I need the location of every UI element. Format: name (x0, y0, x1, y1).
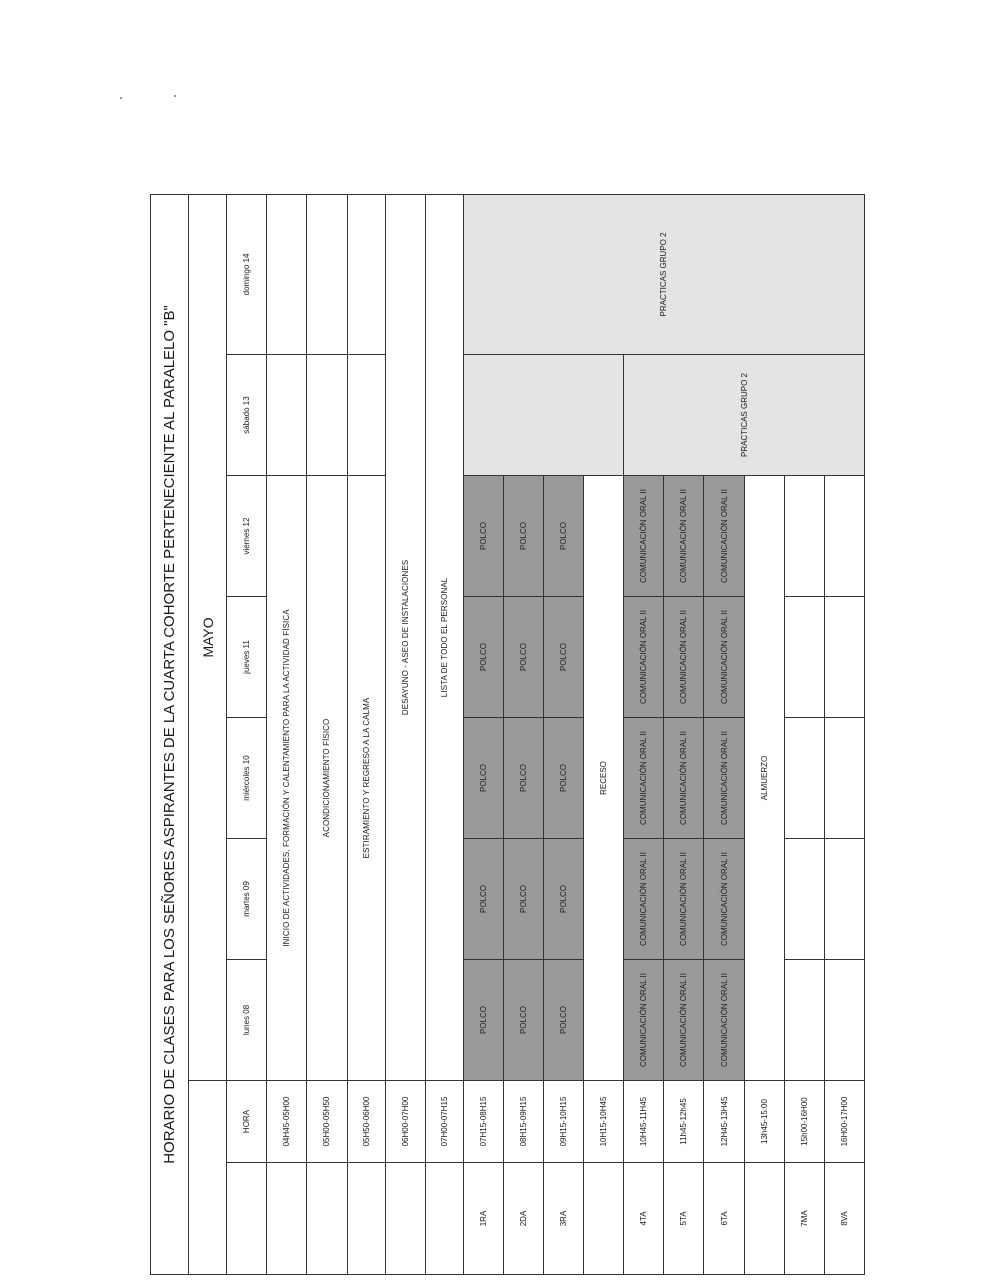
empty-cell (347, 355, 385, 476)
class-cell: COMUNICACIÓN ORAL II (624, 476, 664, 597)
time-cell: 16H00-17H00 (824, 1081, 864, 1163)
empty-cell (784, 597, 824, 718)
time-cell: 08H15-09H15 (503, 1081, 543, 1163)
period-label: 2DA (503, 1163, 543, 1275)
empty-cell (267, 355, 307, 476)
class-cell: POLCO (544, 718, 584, 839)
class-cell: COMUNICACIÓN ORAL II (664, 476, 704, 597)
activity-stretching: ESTIRAMIENTO Y REGRESO A LA CALMA (347, 476, 385, 1081)
period-label: 7MA (784, 1163, 824, 1275)
activity-lunch: ALMUERZO (744, 476, 784, 1081)
class-cell: POLCO (463, 597, 503, 718)
day-header-sabado: sábado 13 (227, 355, 267, 476)
class-cell: COMUNICACIÓN ORAL II (624, 718, 664, 839)
class-cell: COMUNICACIÓN ORAL II (664, 718, 704, 839)
time-cell: 12H45-13H45 (704, 1081, 744, 1163)
blank-cell (189, 1081, 227, 1163)
class-cell: COMUNICACIÓN ORAL II (704, 960, 744, 1081)
activity-recess: RECESO (584, 476, 624, 1081)
period-label: 1RA (463, 1163, 503, 1275)
empty-cell (307, 194, 347, 354)
class-cell: POLCO (503, 597, 543, 718)
empty-cell (784, 476, 824, 597)
empty-cell (824, 960, 864, 1081)
class-cell: POLCO (503, 960, 543, 1081)
empty-cell (824, 718, 864, 839)
class-cell: POLCO (463, 718, 503, 839)
class-cell: POLCO (463, 476, 503, 597)
period-label (307, 1163, 347, 1275)
month-header: MAYO (189, 194, 227, 1080)
period-label: 4TA (624, 1163, 664, 1275)
empty-cell (824, 597, 864, 718)
sunday-practicas: PRACTICAS GRUPO 2 (463, 194, 864, 354)
time-cell: 07H15-08H15 (463, 1081, 503, 1163)
scan-speck (120, 97, 122, 99)
time-cell: 11h45-12h45 (664, 1081, 704, 1163)
class-cell: POLCO (463, 960, 503, 1081)
time-cell: 07H00-07H15 (425, 1081, 463, 1163)
class-cell: POLCO (503, 718, 543, 839)
blank-cell (189, 1163, 227, 1275)
class-cell: POLCO (503, 839, 543, 960)
empty-cell (784, 960, 824, 1081)
time-cell: 13h45-15:00 (744, 1081, 784, 1163)
period-label (425, 1163, 463, 1275)
activity-breakfast: DESAYUNO - ASEO DE INSTALACIONES (385, 194, 425, 1080)
period-label (744, 1163, 784, 1275)
schedule-table (150, 194, 865, 1275)
activity-conditioning: ACONDICIONAMIENTO FÍSICO (307, 476, 347, 1081)
hora-header: HORA (227, 1081, 267, 1163)
day-header-martes: martes 09 (227, 839, 267, 960)
class-cell: POLCO (544, 476, 584, 597)
class-cell: COMUNICACIÓN ORAL II (704, 597, 744, 718)
class-cell: COMUNICACIÓN ORAL II (664, 960, 704, 1081)
class-cell: POLCO (544, 839, 584, 960)
class-cell: COMUNICACIÓN ORAL II (624, 839, 664, 960)
day-header-domingo: domingo 14 (227, 194, 267, 354)
class-cell: COMUNICACIÓN ORAL II (664, 839, 704, 960)
scan-speck (174, 95, 176, 97)
class-cell: COMUNICACIÓN ORAL II (624, 960, 664, 1081)
class-cell: POLCO (503, 476, 543, 597)
time-cell: 09H15-10H15 (544, 1081, 584, 1163)
time-cell: 10H15-10H45 (584, 1081, 624, 1163)
day-header-miercoles: miércoles 10 (227, 718, 267, 839)
period-label: 6TA (704, 1163, 744, 1275)
empty-cell (824, 839, 864, 960)
schedule-title: HORARIO DE CLASES PARA LOS SEÑORES ASPIRANTES DE LA CUARTA COHORTE PERTENECIENTE AL PARALELO "B" (151, 194, 189, 1274)
class-cell: COMUNICACIÓN ORAL II (704, 718, 744, 839)
empty-cell (824, 476, 864, 597)
period-label: 5TA (664, 1163, 704, 1275)
period-label (267, 1163, 307, 1275)
activity-warmup: INICIO DE ACTIVIDADES, FORMACIÓN Y CALENTAMIENTO PARA LA ACTIVIDAD FÍSICA (267, 476, 307, 1081)
time-cell: 05H50-06H00 (347, 1081, 385, 1163)
class-cell: COMUNICACIÓN ORAL II (704, 476, 744, 597)
period-label (584, 1163, 624, 1275)
day-header-lunes: lunes 08 (227, 960, 267, 1081)
class-cell: COMUNICACIÓN ORAL II (664, 597, 704, 718)
empty-cell (784, 718, 824, 839)
blank-cell (227, 1163, 267, 1275)
saturday-blank-block (463, 355, 623, 476)
time-cell: 15h00-16H00 (784, 1081, 824, 1163)
saturday-practicas: PRACTICAS GRUPO 2 (624, 355, 865, 476)
class-cell: POLCO (463, 839, 503, 960)
time-cell: 05H00-05H50 (307, 1081, 347, 1163)
time-cell: 04H45-05H00 (267, 1081, 307, 1163)
period-label: 8VA (824, 1163, 864, 1275)
class-cell: POLCO (544, 960, 584, 1081)
period-label (385, 1163, 425, 1275)
period-label (347, 1163, 385, 1275)
empty-cell (784, 839, 824, 960)
period-label: 3RA (544, 1163, 584, 1275)
empty-cell (267, 194, 307, 354)
empty-cell (347, 194, 385, 354)
time-cell: 10H45-11H45 (624, 1081, 664, 1163)
empty-cell (307, 355, 347, 476)
class-cell: COMUNICACIÓN ORAL II (624, 597, 664, 718)
time-cell: 06H00-07H00 (385, 1081, 425, 1163)
day-header-viernes: viernes 12 (227, 476, 267, 597)
activity-roll-call: LISTA DE TODO EL PERSONAL (425, 194, 463, 1080)
day-header-jueves: jueves 11 (227, 597, 267, 718)
class-cell: POLCO (544, 597, 584, 718)
schedule-sheet (150, 195, 865, 1275)
class-cell: COMUNICACIÓN ORAL II (704, 839, 744, 960)
